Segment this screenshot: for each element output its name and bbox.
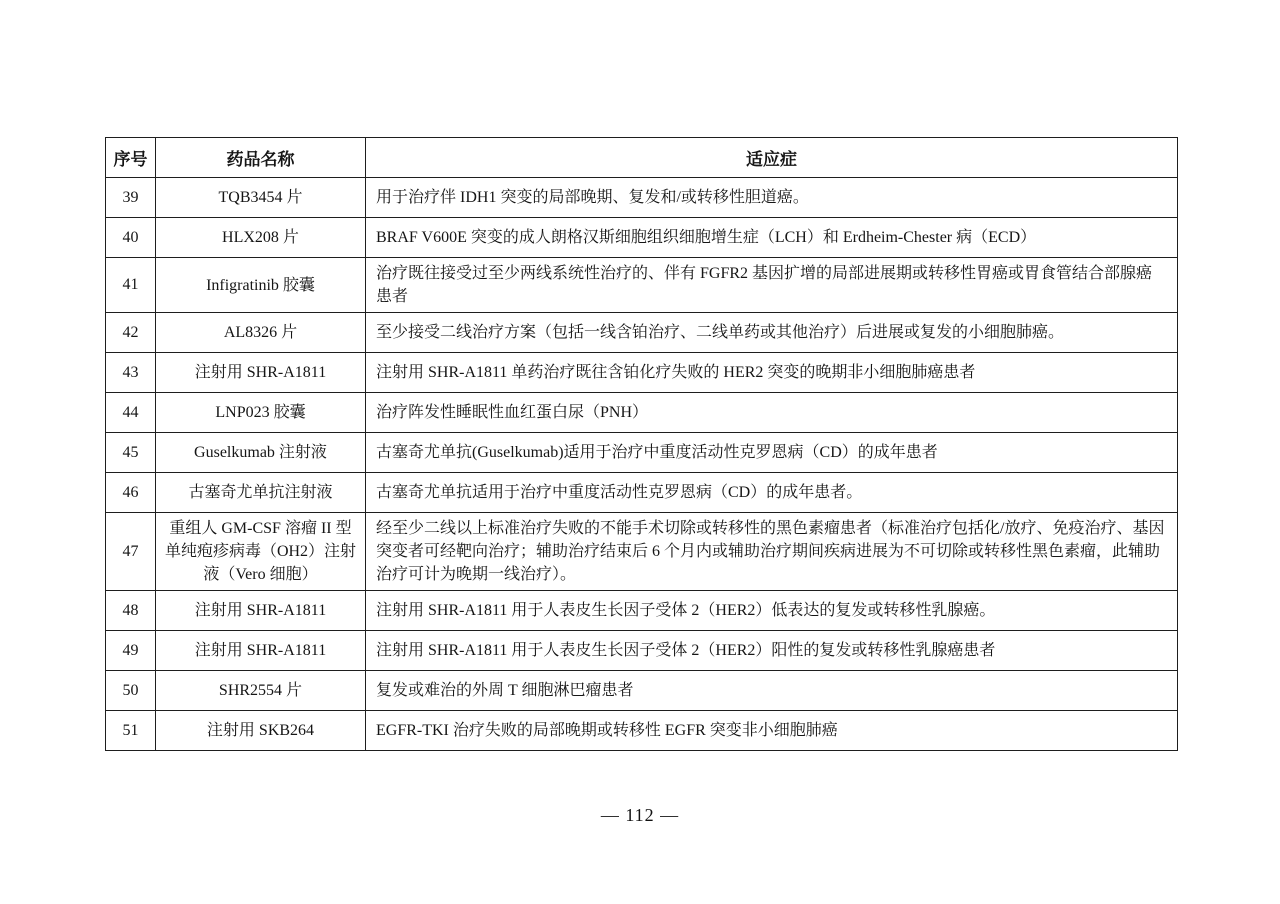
indication: 注射用 SHR-A1811 单药治疗既往含铂化疗失败的 HER2 突变的晚期非小细胞肺癌患者	[366, 353, 1178, 393]
column-header-drug-name: 药品名称	[156, 138, 366, 178]
table-row	[106, 353, 1178, 393]
drug-name: Infigratinib 胶囊	[156, 258, 366, 313]
indication: 复发或难治的外周 T 细胞淋巴瘤患者	[366, 671, 1178, 711]
drug-name: LNP023 胶囊	[156, 393, 366, 433]
indication: 至少接受二线治疗方案（包括一线含铂治疗、二线单药或其他治疗）后进展或复发的小细胞肺癌。	[366, 313, 1178, 353]
table-row	[106, 473, 1178, 513]
drug-name: 注射用 SHR-A1811	[156, 353, 366, 393]
table-row	[106, 393, 1178, 433]
table-row	[106, 258, 1178, 313]
indication: 古塞奇尤单抗适用于治疗中重度活动性克罗恩病（CD）的成年患者。	[366, 473, 1178, 513]
indication: 古塞奇尤单抗(Guselkumab)适用于治疗中重度活动性克罗恩病（CD）的成年患者	[366, 433, 1178, 473]
table-row	[106, 218, 1178, 258]
drug-name: TQB3454 片	[156, 178, 366, 218]
indication: 注射用 SHR-A1811 用于人表皮生长因子受体 2（HER2）低表达的复发或转移性乳腺癌。	[366, 591, 1178, 631]
indication: 治疗既往接受过至少两线系统性治疗的、伴有 FGFR2 基因扩增的局部进展期或转移性胃癌或胃食管结合部腺癌患者	[366, 258, 1178, 313]
row-number: 43	[106, 353, 156, 393]
header-row	[106, 138, 1178, 178]
drug-name: 重组人 GM-CSF 溶瘤 II 型单纯疱疹病毒（OH2）注射液（Vero 细胞）	[156, 513, 366, 591]
table-body	[106, 178, 1178, 751]
indication: 经至少二线以上标准治疗失败的不能手术切除或转移性的黑色素瘤患者（标准治疗包括化/放疗、免疫治疗、基因突变者可经靶向治疗；辅助治疗结束后 6 个月内或辅助治疗期间疾病进展为不可切除或转移性黑色素瘤，此辅助治疗可计为晚期一线治疗）。	[366, 513, 1178, 591]
row-number: 45	[106, 433, 156, 473]
indication: 治疗阵发性睡眠性血红蛋白尿（PNH）	[366, 393, 1178, 433]
row-number: 42	[106, 313, 156, 353]
drug-name: HLX208 片	[156, 218, 366, 258]
indication: EGFR-TKI 治疗失败的局部晚期或转移性 EGFR 突变非小细胞肺癌	[366, 711, 1178, 751]
drug-indication-table	[105, 137, 1178, 751]
table-header	[106, 138, 1178, 178]
table-row	[106, 433, 1178, 473]
row-number: 49	[106, 631, 156, 671]
drug-name: SHR2554 片	[156, 671, 366, 711]
drug-name: 注射用 SHR-A1811	[156, 631, 366, 671]
table-row	[106, 631, 1178, 671]
drug-name: 古塞奇尤单抗注射液	[156, 473, 366, 513]
indication: 注射用 SHR-A1811 用于人表皮生长因子受体 2（HER2）阳性的复发或转移性乳腺癌患者	[366, 631, 1178, 671]
table-row	[106, 178, 1178, 218]
table-row	[106, 591, 1178, 631]
table-row	[106, 313, 1178, 353]
drug-name: 注射用 SKB264	[156, 711, 366, 751]
table-row	[106, 513, 1178, 591]
indication: BRAF V600E 突变的成人朗格汉斯细胞组织细胞增生症（LCH）和 Erdheim-Chester 病（ECD）	[366, 218, 1178, 258]
row-number: 39	[106, 178, 156, 218]
row-number: 48	[106, 591, 156, 631]
table-row	[106, 711, 1178, 751]
page-number: — 112 —	[600, 805, 680, 825]
row-number: 47	[106, 513, 156, 591]
column-header-no: 序号	[106, 138, 156, 178]
row-number: 51	[106, 711, 156, 751]
drug-name: AL8326 片	[156, 313, 366, 353]
column-header-indication: 适应症	[366, 138, 1178, 178]
row-number: 44	[106, 393, 156, 433]
row-number: 50	[106, 671, 156, 711]
indication: 用于治疗伴 IDH1 突变的局部晚期、复发和/或转移性胆道癌。	[366, 178, 1178, 218]
table-row	[106, 671, 1178, 711]
row-number: 41	[106, 258, 156, 313]
row-number: 46	[106, 473, 156, 513]
drug-name: Guselkumab 注射液	[156, 433, 366, 473]
drug-name: 注射用 SHR-A1811	[156, 591, 366, 631]
row-number: 40	[106, 218, 156, 258]
